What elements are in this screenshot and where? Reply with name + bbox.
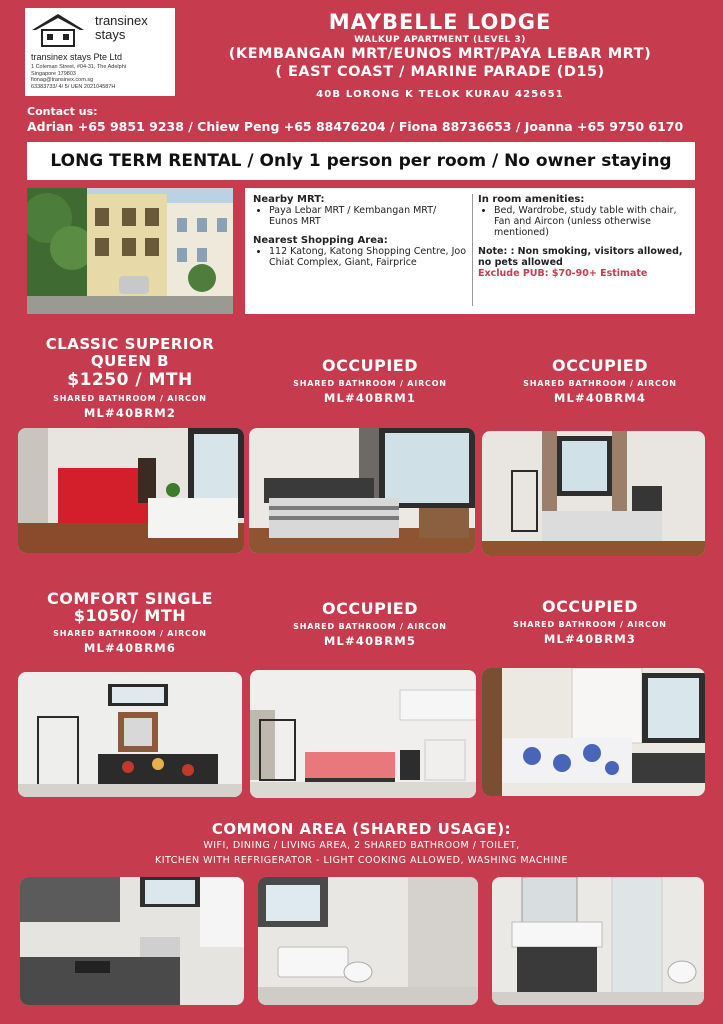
room-facilities: SHARED BATHROOM / AIRCON bbox=[53, 629, 207, 638]
info-divider bbox=[472, 194, 473, 306]
room-code: ML#40BRM4 bbox=[553, 391, 647, 405]
room-header-brm1 bbox=[250, 357, 490, 405]
header bbox=[180, 10, 700, 100]
room-header-brm3 bbox=[470, 598, 710, 646]
house-logo-icon bbox=[30, 12, 86, 48]
pub-estimate: Exclude PUB: $70-90+ Estimate bbox=[478, 268, 648, 279]
common-photo-bathroom-2 bbox=[492, 877, 704, 1005]
room-photo-brm3 bbox=[482, 668, 705, 796]
rental-banner: LONG TERM RENTAL / Only 1 person per room / No owner staying bbox=[27, 142, 695, 180]
logo-brand-line2: stays bbox=[95, 27, 126, 42]
common-area-line-1: WIFI, DINING / LIVING AREA, 2 SHARED BATHROOM / TOILET, bbox=[203, 840, 520, 851]
common-area-line-2: KITCHEN WITH REFRIGERATOR - LIGHT COOKING ALLOWED, WASHING MACHINE bbox=[154, 855, 569, 866]
room-status: OCCUPIED bbox=[322, 356, 418, 375]
room-code: ML#40BRM1 bbox=[323, 391, 417, 405]
amenities-heading: In room amenities: bbox=[478, 194, 585, 205]
mrt-heading: Nearby MRT: bbox=[253, 194, 325, 205]
room-facilities: SHARED BATHROOM / AIRCON bbox=[293, 622, 447, 631]
room-code: ML#40BRM2 bbox=[83, 406, 177, 420]
room-price: $1050/ MTH bbox=[73, 606, 187, 625]
room-photo-brm4 bbox=[482, 431, 705, 556]
room-facilities: SHARED BATHROOM / AIRCON bbox=[513, 620, 667, 629]
room-header-brm6 bbox=[20, 590, 240, 655]
room-status: OCCUPIED bbox=[552, 356, 648, 375]
property-address: 40B LORONG K TELOK KURAU 425651 bbox=[316, 89, 564, 100]
info-box bbox=[245, 188, 695, 314]
logo-address-line: Singapore 179803 bbox=[31, 70, 76, 77]
amenities-item: • Bed, Wardrobe, study table with chair, Fan and Aircon (unless otherwise mentioned) bbox=[494, 205, 690, 238]
contact-label: Contact us: bbox=[27, 105, 98, 118]
common-photo-bathroom-1 bbox=[258, 877, 478, 1005]
company-logo bbox=[25, 8, 175, 96]
room-photo-brm2 bbox=[18, 428, 244, 553]
location-line-1: (KEMBANGAN MRT/EUNOS MRT/PAYA LEBAR MRT) bbox=[228, 46, 652, 62]
room-facilities: SHARED BATHROOM / AIRCON bbox=[523, 379, 677, 388]
room-title: CLASSIC SUPERIOR bbox=[45, 335, 215, 353]
logo-brand-line1: transinex bbox=[95, 13, 148, 28]
room-status: OCCUPIED bbox=[542, 597, 638, 616]
logo-email: fionag@transinex.com.sg bbox=[31, 77, 94, 83]
room-facilities: SHARED BATHROOM / AIRCON bbox=[53, 394, 207, 403]
room-photo-brm1 bbox=[249, 428, 475, 553]
room-header-brm5 bbox=[250, 600, 490, 648]
room-facilities: SHARED BATHROOM / AIRCON bbox=[293, 379, 447, 388]
logo-company-name: transinex stays Pte Ltd bbox=[31, 52, 123, 62]
shopping-item: • 112 Katong, Katong Shopping Centre, Joo Chiat Complex, Giant, Fairprice bbox=[269, 246, 467, 268]
info-left-column bbox=[253, 194, 467, 268]
room-code: ML#40BRM5 bbox=[323, 634, 417, 648]
logo-phone-uen: 63383733/ 4/ 5/ UEN 202104587H bbox=[31, 83, 116, 90]
common-photo-kitchen bbox=[20, 877, 244, 1005]
common-area-title: COMMON AREA (SHARED USAGE): bbox=[211, 820, 512, 838]
room-header-brm4 bbox=[480, 357, 720, 405]
page-subtitle: WALKUP APARTMENT (LEVEL 3) bbox=[354, 35, 526, 45]
info-right-column bbox=[478, 194, 690, 279]
room-price: $1250 / MTH bbox=[67, 370, 193, 390]
room-code: ML#40BRM6 bbox=[83, 641, 177, 655]
room-header-brm2 bbox=[20, 336, 240, 420]
room-code: ML#40BRM3 bbox=[543, 632, 637, 646]
room-title-line2: QUEEN B bbox=[90, 352, 170, 370]
page-title: MAYBELLE LODGE bbox=[328, 10, 552, 34]
note-line: Note: : Non smoking, visitors allowed, no pets allowed bbox=[478, 246, 683, 268]
contact-numbers: Adrian +65 9851 9238 / Chiew Peng +65 88476204 / Fiona 88736653 / Joanna +65 9750 6170 bbox=[27, 119, 684, 134]
shopping-heading: Nearest Shopping Area: bbox=[253, 235, 388, 246]
building-photo bbox=[27, 188, 233, 314]
mrt-item: • Paya Lebar MRT / Kembangan MRT/ Eunos MRT bbox=[269, 205, 467, 227]
logo-address bbox=[31, 64, 126, 90]
location-line-2: ( EAST COAST / MARINE PARADE (D15) bbox=[275, 64, 605, 80]
room-photo-brm6 bbox=[18, 672, 242, 797]
room-photo-brm5 bbox=[250, 670, 476, 798]
room-title: COMFORT SINGLE bbox=[46, 589, 213, 608]
room-status: OCCUPIED bbox=[322, 599, 418, 618]
logo-brand bbox=[95, 14, 148, 42]
note-text bbox=[478, 246, 690, 268]
logo-address-line: 1 Coleman Street, #04-31, The Adelphi bbox=[31, 64, 126, 70]
